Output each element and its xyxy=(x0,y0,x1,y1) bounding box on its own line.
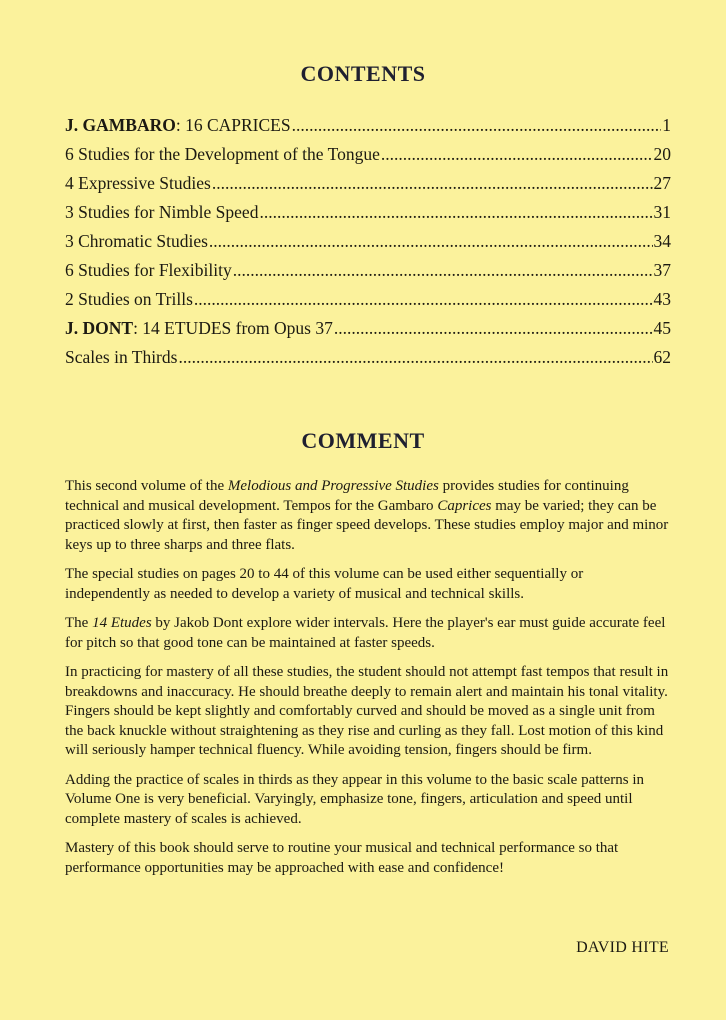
toc-entry-label: Scales in Thirds xyxy=(65,347,178,367)
toc-page-number: 20 xyxy=(653,144,671,164)
toc-leader-dots xyxy=(212,173,653,194)
toc-page-number: 1 xyxy=(662,115,671,135)
toc-leader-dots xyxy=(381,144,653,165)
toc-leader-dots xyxy=(259,202,652,223)
comment-paragraph-1 xyxy=(65,477,671,555)
toc-entry-label xyxy=(65,318,333,339)
text-run: This second volume of the xyxy=(65,478,228,494)
text-run: provides studies for continuing technical and musical development. Tempos for the Gambaro xyxy=(65,478,629,514)
toc-entry xyxy=(65,347,671,376)
comment-heading: COMMENT xyxy=(301,428,425,453)
toc-entry-label: 4 Expressive Studies xyxy=(65,173,211,193)
toc-page-number: 37 xyxy=(653,260,671,280)
comment-paragraph-4: In practicing for mastery of all these studies, the student should not attempt fast tempos that result in breakdowns and inaccuracy. He should breathe deeply to remain alert and maintain his tonal vitality. Fingers should be kept slightly and comfortably curved and should be moved as a single unit from the back knuckle without straightening as they rise and curling as they fall. Lost motion of this kind will seriously hamper technical fluency. While avoiding tension, fingers should be firm. xyxy=(65,664,669,758)
toc-page-number: 43 xyxy=(653,289,671,309)
toc-entry xyxy=(65,260,671,289)
toc-page-number: 31 xyxy=(653,202,671,222)
italic-title: Caprices xyxy=(437,497,492,514)
toc-entry xyxy=(65,115,671,144)
toc-leader-dots xyxy=(209,231,653,252)
contents-heading: CONTENTS xyxy=(300,61,426,86)
toc-entry-composer: J. GAMBARO xyxy=(65,115,176,135)
comment-paragraph-3 xyxy=(65,614,671,653)
toc-entry-composer: J. DONT xyxy=(65,318,134,338)
toc-entry-label: 2 Studies on Trills xyxy=(65,289,193,309)
author-signature: DAVID HITE xyxy=(576,939,669,956)
toc-leader-dots xyxy=(292,115,662,136)
text-run: may be varied; they can be practiced slowly at first, then faster as finger speed develops. These studies employ major and minor keys up to three sharps and three flats. xyxy=(65,497,669,553)
toc-leader-dots xyxy=(233,260,653,281)
italic-title: 14 Etudes xyxy=(92,615,152,631)
toc-entry xyxy=(65,318,671,347)
toc-entry-label: 6 Studies for Flexibility xyxy=(65,260,232,280)
toc-entry xyxy=(65,231,671,260)
comment-paragraph-5: Adding the practice of scales in thirds as they appear in this volume to the basic scale patterns in Volume One is very beneficial. Varyingly, emphasize tone, fingers, articulation and speed until complete mastery of scales is achieved. xyxy=(65,771,644,827)
toc-page-number: 45 xyxy=(653,318,671,338)
italic-title: Melodious and Progressive Studies xyxy=(227,478,439,494)
toc-page-number: 62 xyxy=(653,347,671,367)
text-run: The xyxy=(65,615,93,631)
comment-body xyxy=(65,477,671,888)
toc-page-number: 34 xyxy=(653,231,671,251)
toc-entry-title: : 14 ETUDES from Opus 37 xyxy=(133,318,333,338)
toc-entry xyxy=(65,202,671,231)
toc-leader-dots xyxy=(334,318,653,339)
toc-entry-label: 3 Chromatic Studies xyxy=(65,231,208,251)
toc-entry-title: : 16 CAPRICES xyxy=(175,115,291,135)
table-of-contents xyxy=(65,115,671,376)
toc-page-number: 27 xyxy=(653,173,671,193)
text-run: by Jakob Dont explore wider intervals. Here the player's ear must guide accurate feel for pitch so that good tone can be maintained at faster speeds. xyxy=(65,615,666,651)
comment-paragraph-6: Mastery of this book should serve to routine your musical and technical performance so that performance opportunities may be approached with ease and confidence! xyxy=(65,840,619,876)
toc-entry-label xyxy=(65,115,291,136)
toc-leader-dots xyxy=(194,289,653,310)
toc-entry xyxy=(65,173,671,202)
toc-entry xyxy=(65,144,671,173)
toc-entry-label: 6 Studies for the Development of the Tongue xyxy=(65,144,380,164)
comment-paragraph-2: The special studies on pages 20 to 44 of this volume can be used either sequentially or independently as needed to develop a variety of musical and technical skills. xyxy=(65,566,584,602)
toc-entry-label: 3 Studies for Nimble Speed xyxy=(65,202,259,222)
toc-leader-dots xyxy=(178,347,652,368)
toc-entry xyxy=(65,289,671,318)
